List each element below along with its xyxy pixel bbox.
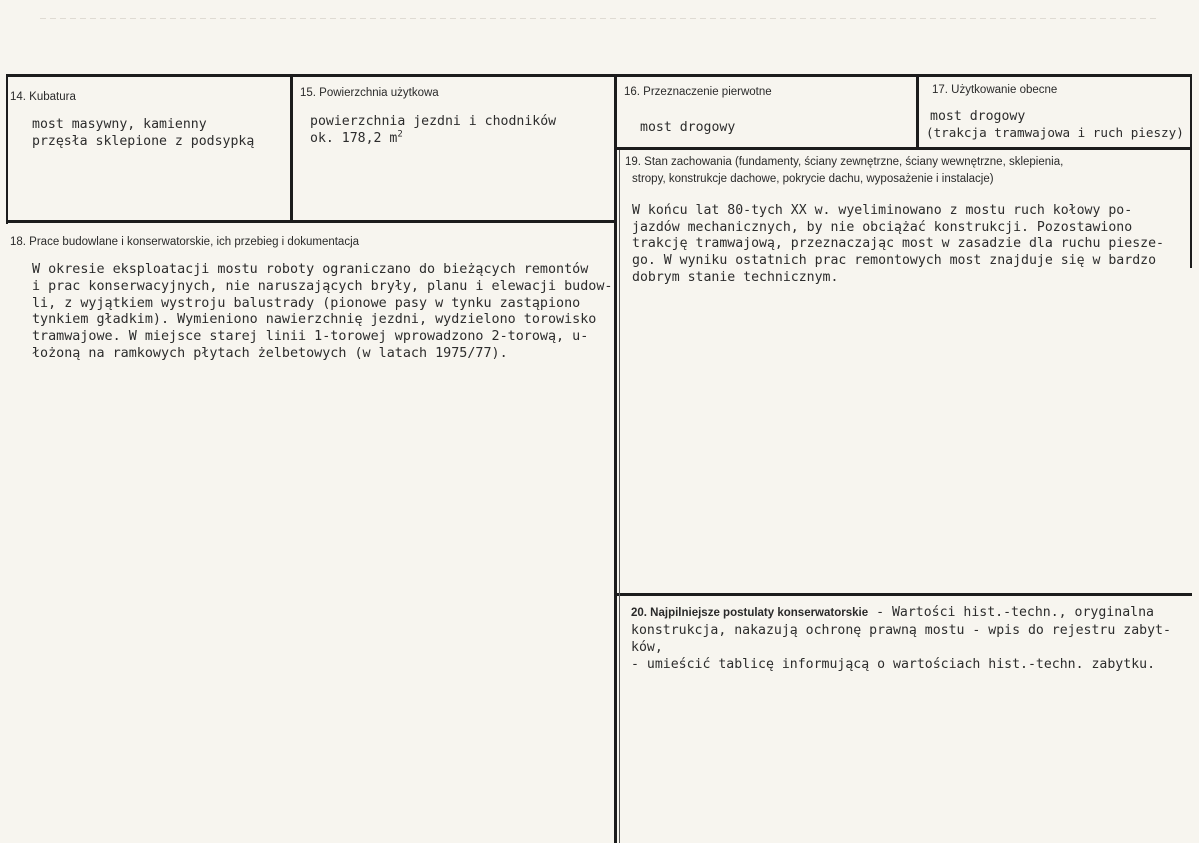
- section-14-line-1: most masywny, kamienny: [32, 117, 207, 132]
- section-19-line-2: jazdów mechanicznych, by nie obciążać konstrukcji. Pozostawiono: [632, 220, 1133, 235]
- divider-16-17: [916, 76, 919, 149]
- section-16-label: 16. Przeznaczenie pierwotne: [624, 86, 772, 98]
- section-18-line-4: tynkiem gładkim). Wymieniono nawierzchnię jezdni, wydzielono torowisko: [32, 312, 597, 327]
- rule-under-16-17: [616, 147, 1192, 150]
- section-19-line-1: W końcu lat 80-tych XX w. wyeliminowano z mostu ruch kołowy po-: [632, 203, 1133, 218]
- section-18-line-2: i prac konserwacyjnych, nie naruszających bryły, planu i elewacji budow-: [32, 279, 613, 294]
- section-20-label-text: 20. Najpilniejsze postulaty konserwatorskie: [631, 607, 869, 619]
- right-column-inner-edge: [619, 150, 620, 843]
- section-14-label: 14. Kubatura: [10, 91, 76, 103]
- section-19-line-5: dobrym stanie technicznym.: [632, 270, 839, 285]
- top-rule: [6, 74, 1192, 77]
- section-20-line-4: - umieścić tablicę informującą o wartościach hist.-techn. zabytku.: [631, 657, 1156, 672]
- section-20-label: [631, 605, 1154, 620]
- section-19-line-4: go. W wyniku ostatnich prac remontowych most znajduje się w bardzo: [632, 253, 1157, 268]
- main-vertical-divider: [614, 76, 617, 843]
- section-17-label: 17. Użytkowanie obecne: [932, 84, 1058, 96]
- section-17-line-2: (trakcja tramwajowa i ruch pieszy): [926, 125, 1184, 140]
- section-14-line-2: przęsła sklepione z podsypką: [32, 134, 255, 149]
- section-18-line-3: li, z wyjątkiem wystroju balustrady (pionowe pasy w tynku zastąpiono: [32, 296, 581, 311]
- section-15-label: 15. Powierzchnia użytkowa: [300, 87, 439, 99]
- section-16-line-1: most drogowy: [640, 120, 736, 135]
- section-15-area-text: ok. 178,2 m: [310, 131, 398, 146]
- section-15-line-1: powierzchnia jezdni i chodników: [310, 114, 557, 129]
- divider-14-15: [290, 76, 293, 222]
- section-17-line-1: most drogowy: [930, 109, 1026, 124]
- section-20-line-3: ków,: [631, 640, 663, 655]
- section-19-line-3: trakcję tramwajową, przeznaczając most w zasadzie dla ruchu piesze-: [632, 236, 1164, 251]
- section-19-label-line-2: stropy, konstrukcje dachowe, pokrycie dachu, wyposażenie i instalacje): [632, 173, 994, 185]
- section-18-line-6: łożoną na ramkowych płytach żelbetowych (w latach 1975/77).: [32, 346, 508, 361]
- left-border: [6, 74, 8, 224]
- section-15-area-unit-superscript: 2: [397, 129, 403, 140]
- section-19-label-line-1: 19. Stan zachowania (fundamenty, ściany zewnętrzne, ściany wewnętrzne, sklepienia,: [625, 156, 1064, 168]
- right-border: [1190, 76, 1192, 268]
- section-18-label: 18. Prace budowlane i konserwatorskie, ich przebieg i dokumentacja: [10, 236, 360, 248]
- section-20-line-2: konstrukcja, nakazują ochronę prawną mostu - wpis do rejestru zabyt-: [631, 623, 1171, 638]
- section-20-first-line-text: - Wartości hist.-techn., oryginalna: [868, 605, 1154, 620]
- rule-19-lower: [616, 593, 1192, 596]
- rule-under-14-15: [6, 220, 616, 223]
- section-18-line-1: W okresie eksploatacji mostu roboty ograniczano do bieżących remontów: [32, 262, 589, 277]
- section-15-line-2: [310, 131, 403, 148]
- faint-top-rule: [40, 18, 1160, 19]
- section-18-line-5: tramwajowe. W miejsce starej linii 1-torowej wprowadzono 2-torową, u-: [32, 329, 589, 344]
